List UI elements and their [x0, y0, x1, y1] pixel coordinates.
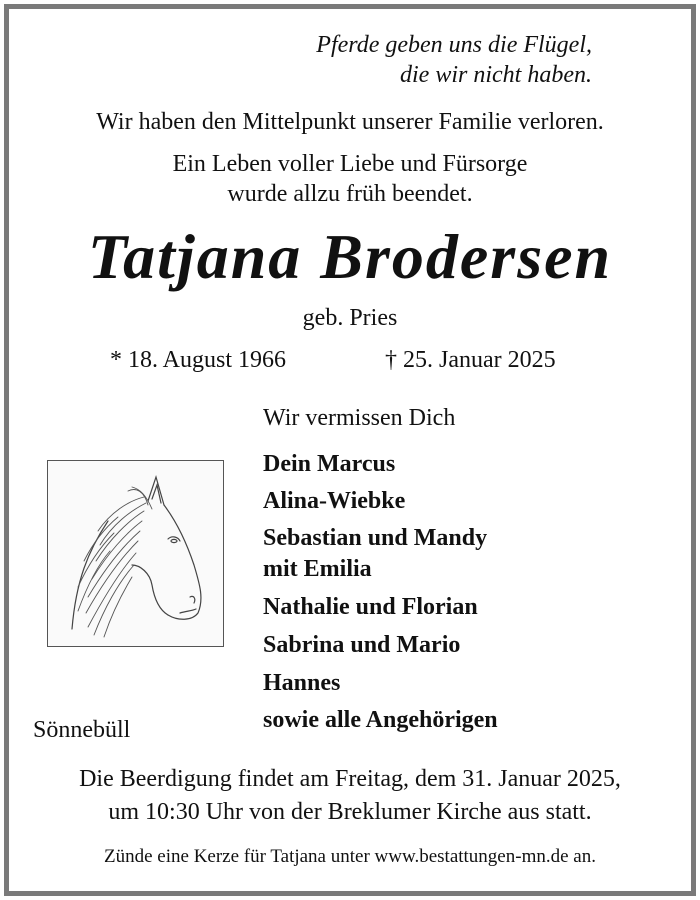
intro-line-1: Wir haben den Mittelpunkt unserer Familie verloren.: [96, 109, 604, 135]
funeral-line-1: Die Beerdigung findet am Freitag, dem 31. Januar 2025,: [79, 766, 621, 792]
birth-name: geb. Pries: [302, 305, 398, 331]
horse-drawing: [47, 460, 224, 647]
intro-line-2: Ein Leben voller Liebe und Fürsorge: [172, 151, 528, 177]
funeral-line-2: um 10:30 Uhr von der Breklumer Kirche aus statt.: [108, 799, 592, 825]
family-member: Sebastian und Mandy: [263, 525, 488, 551]
family-member: Alina-Wiebke: [263, 488, 406, 514]
deceased-name: Tatjana Brodersen: [87, 221, 613, 292]
family-member: Sabrina und Mario: [263, 632, 461, 658]
family-member: mit Emilia: [263, 556, 372, 582]
motto-line-2: die wir nicht haben.: [400, 62, 592, 88]
family-member: Hannes: [263, 670, 341, 696]
place-name: Sönnebüll: [33, 717, 131, 743]
family-member: Nathalie und Florian: [263, 594, 478, 620]
family-member: sowie alle Angehörigen: [263, 707, 498, 733]
horse-sketch-image: [48, 461, 223, 646]
miss-text: Wir vermissen Dich: [263, 405, 456, 431]
death-date: † 25. Januar 2025: [385, 347, 556, 373]
intro-line-3: wurde allzu früh beendet.: [227, 181, 473, 207]
family-member: Dein Marcus: [263, 451, 396, 477]
motto-line-1: Pferde geben uns die Flügel,: [316, 32, 592, 58]
birth-date: * 18. August 1966: [110, 347, 287, 373]
footer-note: Zünde eine Kerze für Tatjana unter www.bestattungen-mn.de an.: [104, 846, 596, 867]
